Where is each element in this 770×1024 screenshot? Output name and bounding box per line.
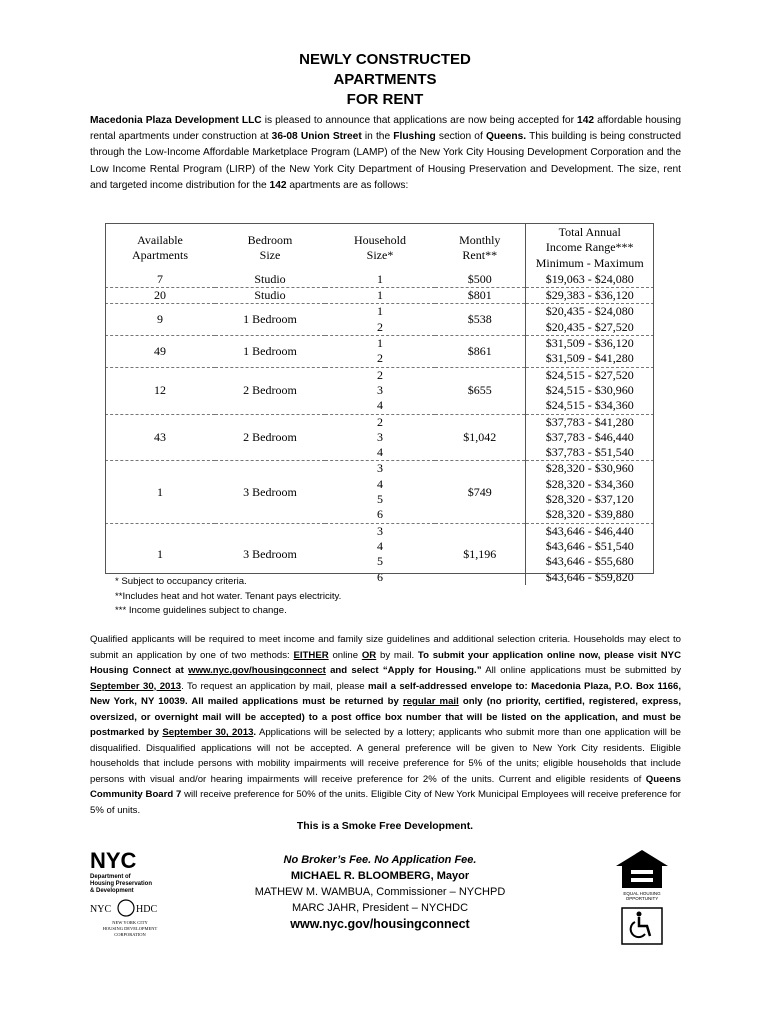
deadline-date: September 30, 2013: [162, 727, 254, 738]
or-text: OR: [361, 649, 377, 661]
cell-household: 1: [325, 288, 435, 304]
hpd-text: Department of: [90, 874, 131, 880]
cell-rent: $801: [435, 288, 525, 304]
cell-income: $28,320 - $30,960 $28,320 - $34,360 $28,320 - $37,120 $28,320 - $39,880: [525, 461, 654, 523]
cell-bedroom: 2 Bedroom: [215, 414, 325, 461]
either-text: EITHER: [293, 649, 329, 661]
cell-household: 2 3 4: [325, 367, 435, 414]
cell-available: 12: [105, 367, 215, 414]
title-line-1: NEWLY CONSTRUCTED: [299, 51, 471, 68]
eho-text: OPPORTUNITY: [625, 896, 659, 901]
housing-connect-url[interactable]: www.nyc.gov/housingconnect: [290, 917, 470, 931]
footnote: **Includes heat and hot water. Tenant pays electricity.: [115, 590, 342, 602]
housing-connect-link[interactable]: www.nyc.gov/housingconnect: [188, 665, 326, 676]
intro-text: in the: [361, 131, 394, 143]
smoke-free-notice: This is a Smoke Free Development.: [296, 820, 474, 832]
table-row: [105, 272, 654, 288]
cell-household: 2 3 4: [325, 414, 435, 461]
cell-income: $19,063 - $24,080: [525, 272, 654, 288]
table-row: [105, 461, 654, 523]
header-available: Available Apartments: [132, 232, 188, 262]
hdc-logo-text: NYC: [90, 904, 112, 915]
unit-count: 142: [269, 179, 287, 191]
intro-paragraph: [90, 113, 681, 194]
cell-bedroom: 3 Bedroom: [215, 523, 325, 585]
fee-notice: No Broker’s Fee. No Application Fee.: [283, 854, 477, 866]
signoff-block: [240, 852, 520, 932]
title-line-2: APARTMENTS: [333, 71, 437, 88]
hdc-text: CORPORATION: [114, 932, 146, 937]
intro-text: affordable housing rental apartments under construction at: [90, 115, 681, 143]
equal-housing-logo: [612, 848, 672, 948]
community-board: Queens Community Board 7: [90, 773, 681, 800]
cell-available: 1: [105, 461, 215, 523]
building-address: 36-08 Union Street: [271, 131, 362, 143]
borough-name: Queens.: [485, 131, 527, 143]
cell-available: 20: [105, 288, 215, 304]
cell-household: 3 4 5 6: [325, 461, 435, 523]
title-line-3: FOR RENT: [346, 91, 424, 108]
cell-income: $43,646 - $46,440 $43,646 - $51,540 $43,646 - $55,680 $43,646 - $59,820: [525, 523, 654, 585]
table-row: [105, 367, 654, 414]
intro-text: This building is being constructed through the Low-Income Affordable Marketplace Program (LAMP) of the New York City Housing Development Corporation and the Low Income Rental Program (LIRP) of the New York City Department of Housing Preservation and Development. The size, rent and targeted income distribution for the: [90, 131, 681, 191]
cell-rent: $655: [435, 367, 525, 414]
cell-bedroom: 3 Bedroom: [215, 461, 325, 523]
cell-available: 1: [105, 523, 215, 585]
table-row: [105, 336, 654, 368]
cell-available: 9: [105, 304, 215, 336]
hdc-text: HOUSING DEVELOPMENT: [102, 926, 158, 931]
page-title: [0, 50, 770, 110]
cell-income: $37,783 - $41,280 $37,783 - $46,440 $37,783 - $51,540: [525, 414, 654, 461]
footnote: *** Income guidelines subject to change.: [115, 605, 287, 616]
cell-bedroom: 1 Bedroom: [215, 336, 325, 368]
intro-text: apartments are as follows:: [286, 179, 409, 191]
footnotes: [115, 575, 341, 619]
table-row: [105, 288, 654, 304]
deadline-date: September 30, 2013: [90, 680, 182, 692]
nyc-logo-text: NYC: [90, 848, 137, 873]
cell-rent: $500: [467, 272, 492, 287]
cell-rent: $1,042: [435, 414, 525, 461]
cell-income: $31,509 - $36,120 $31,509 - $41,280: [525, 336, 654, 368]
president-line: MARC JAHR, President – NYCHDC: [291, 902, 469, 914]
cell-household: 1: [377, 271, 383, 286]
cell-available: 49: [105, 336, 215, 368]
table-header-row: [105, 223, 654, 272]
hdc-emblem-icon: [118, 900, 134, 916]
header-income: Total Annual Income Range*** Minimum - Maximum: [525, 223, 654, 272]
header-bedroom: Bedroom Size: [247, 232, 293, 262]
cell-available: 7: [157, 272, 163, 287]
hdc-text: NEW YORK CITY: [112, 920, 148, 925]
cell-income: $20,435 - $24,080 $20,435 - $27,520: [525, 304, 654, 336]
unit-count: 142: [577, 115, 595, 126]
table-row: [105, 304, 654, 336]
cell-household: 1 2: [325, 304, 435, 336]
cell-household: 3 4 5 6: [325, 523, 435, 585]
application-instructions: Qualified applicants will be required to meet income and family size guidelines and additional selection criteria. Households may elect to submit an application by one of two methods: EITHER online OR by mail. To submit your application online now, please visit NYC Housing Connect at www.nyc.gov/housingconnect and select “Apply for Housing.” All online applications must be submitted by September 30, 2013. To request an application by mail, please mail a self-addressed envelope to: Macedonia Plaza, P.O. Box 1166, New York, NY 10039. All mailed applications must be returned by regular mail only (no priority, certified, registered, express, oversized, or overnight mail will be accepted) to a post office box number that will be listed on the application, and must be postmarked by September 30, 2013. Applications will be selected by a lottery; applicants who submit more than one application will be disqualified. Disqualified applications will not be accepted. A general preference will be given to New York City residents. Eligible households that include persons with mobility impairments will receive preference for 5% of the units; eligible households that include persons with visual and/or hearing impairments will receive preference for 2% of the units. Current and eligible residents of Queens Community Board 7 will receive preference for 50% of the units. Eligible City of New York Municipal Employees will receive preference for 5% of units.: [90, 634, 682, 816]
footnote: * Subject to occupancy criteria.: [115, 576, 247, 587]
intro-text: is pleased to announce that applications are now being accepted for: [261, 115, 578, 126]
cell-rent: $749: [435, 461, 525, 523]
hpd-text: & Development: [90, 888, 134, 894]
cell-bedroom: 2 Bedroom: [215, 367, 325, 414]
cell-bedroom: 1 Bedroom: [215, 304, 325, 336]
cell-available: 43: [105, 414, 215, 461]
table-row: [105, 414, 654, 461]
developer-name: Macedonia Plaza Development LLC: [90, 115, 262, 126]
header-rent: Monthly Rent**: [459, 232, 501, 262]
equal-housing-icon: [616, 850, 668, 888]
cell-household: 1 2: [325, 336, 435, 368]
hdc-logo-text: HDC: [136, 904, 158, 915]
accessibility-icon: [622, 908, 662, 944]
hpd-text: Housing Preservation: [90, 881, 153, 887]
cell-income: $29,383 - $36,120: [525, 288, 654, 304]
header-household: Household Size*: [354, 232, 406, 262]
cell-bedroom: Studio: [215, 288, 325, 304]
cell-bedroom: Studio: [254, 272, 286, 287]
commissioner-line: MATHEW M. WAMBUA, Commissioner – NYCHPD: [254, 886, 506, 898]
cell-rent: $1,196: [435, 523, 525, 585]
cell-rent: $538: [435, 304, 525, 336]
cell-rent: $861: [435, 336, 525, 368]
cell-income: $24,515 - $27,520 $24,515 - $30,960 $24,515 - $34,360: [525, 367, 654, 414]
mayor-line: MICHAEL R. BLOOMBERG, Mayor: [290, 870, 470, 882]
intro-text: section of: [435, 131, 486, 143]
eho-text: EQUAL HOUSING: [623, 891, 661, 896]
section-name: Flushing: [393, 131, 436, 143]
apartment-table: [105, 223, 654, 585]
regular-mail-text: regular mail: [402, 696, 459, 707]
nyc-hpd-hdc-logo: [88, 848, 178, 958]
